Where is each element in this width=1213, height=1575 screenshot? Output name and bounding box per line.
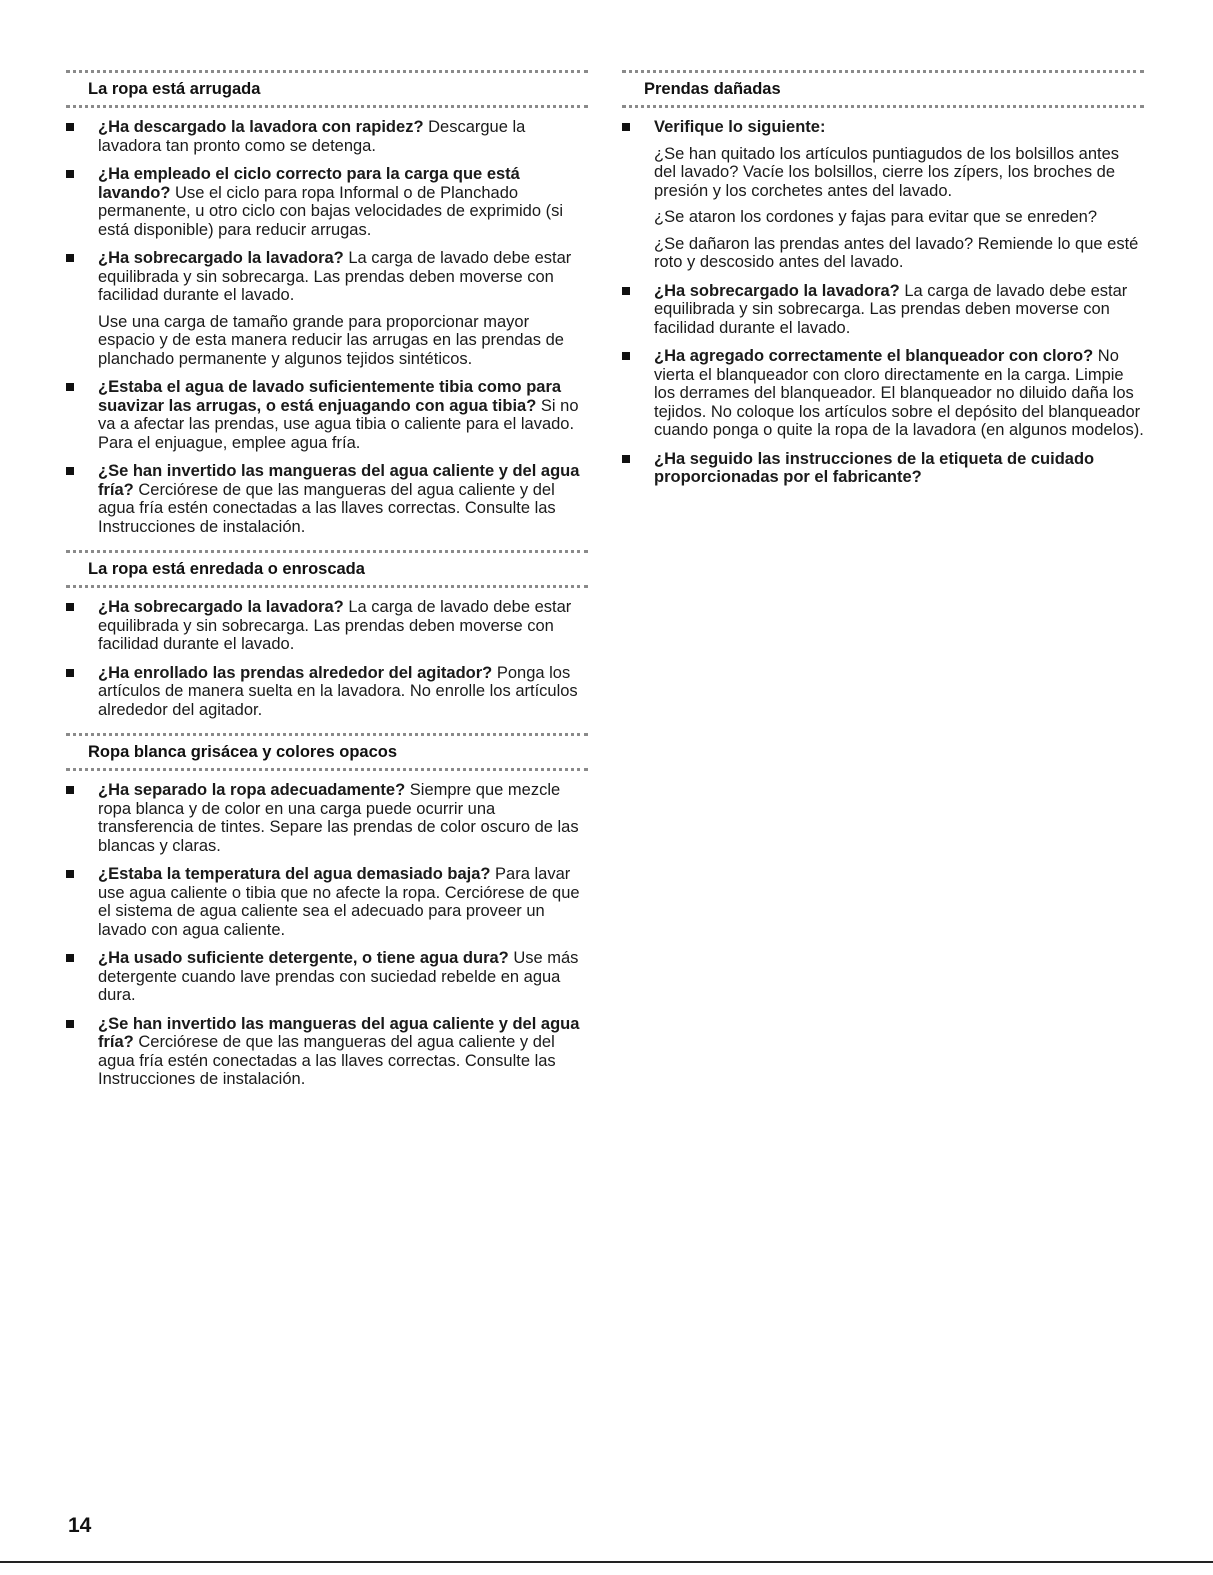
page-number: 14 — [68, 1514, 92, 1537]
list-item — [66, 462, 588, 536]
item-extra-paragraph: ¿Se han quitado los artículos puntiagudos de los bolsillos antes del lavado? Vacíe los bolsillos, cierre los zípers, los broches de presión y los corchetes antes del lavado. — [654, 144, 1120, 200]
list-item — [66, 664, 588, 720]
section-tangled — [66, 550, 588, 719]
list-item — [66, 118, 588, 155]
item-list — [66, 598, 588, 719]
bottom-rule — [0, 1561, 1213, 1563]
item-question: ¿Ha descargado la lavadora con rapidez? — [98, 118, 424, 136]
bullet-icon — [66, 954, 74, 962]
item-extra-paragraph: Use una carga de tamaño grande para proporcionar mayor espacio y de esta manera reducir las arrugas en las prendas de planchado permanente y algunos tejidos sintéticos. — [98, 312, 564, 368]
bullet-icon — [622, 287, 630, 295]
bullet-icon — [66, 383, 74, 391]
bullet-icon — [622, 352, 630, 360]
item-question: ¿Ha enrollado las prendas alrededor del agitador? — [98, 663, 493, 682]
section-title: Ropa blanca grisácea y colores opacos — [66, 733, 588, 771]
item-answer: Ponga los artículos de manera suelta en la lavadora. No enrolle los artículos alrededor del agitador. — [98, 663, 578, 719]
bullet-icon — [66, 669, 74, 677]
left-column — [66, 70, 588, 1103]
section-title: La ropa está arrugada — [66, 70, 588, 108]
item-question: ¿Estaba el agua de lavado suficientemente tibia como para suavizar las arrugas, o está enjuagando con agua tibia? — [98, 378, 562, 415]
item-question: ¿Ha seguido las instrucciones de la etiqueta de cuidado proporcionadas por el fabricante? — [654, 449, 1095, 486]
bullet-icon — [66, 603, 74, 611]
item-answer: Si no va a afectar las prendas, use agua tibia o caliente para el lavado. Para el enjuague, emplee agua fría. — [98, 396, 579, 452]
list-item — [66, 1015, 588, 1089]
item-question: ¿Ha usado suficiente detergente, o tiene agua dura? — [98, 949, 509, 967]
section-grayish-whites — [66, 733, 588, 1089]
section-title: Prendas dañadas — [622, 70, 1144, 108]
bullet-icon — [66, 1020, 74, 1028]
list-item — [66, 378, 588, 452]
list-item — [66, 249, 588, 368]
item-question: ¿Ha sobrecargado la lavadora? — [98, 249, 344, 267]
item-question: ¿Ha agregado correctamente el blanqueador con cloro? — [654, 347, 1094, 365]
item-answer: Para lavar use agua caliente o tibia que no afecte la ropa. Cerciórese de que el sistema de agua caliente sea el adecuado para proveer un lavado con agua caliente. — [98, 865, 580, 939]
bullet-icon — [66, 786, 74, 794]
list-item — [622, 450, 1144, 487]
item-answer: No vierta el blanqueador con cloro directamente en la carga. Limpie los derrames del blanqueador. El blanqueador no diluido daña los tejidos. No coloque los artículos sobre el depósito del blanqueador cuando ponga o quite la ropa de la lavadora (en algunos modelos). — [654, 347, 1144, 439]
item-question: ¿Ha empleado el ciclo correcto para la carga que está lavando? — [98, 165, 520, 202]
section-wrinkled — [66, 70, 588, 536]
item-list — [622, 118, 1144, 487]
list-item — [622, 118, 1144, 272]
item-list — [66, 118, 588, 536]
list-item — [66, 865, 588, 939]
bullet-icon — [66, 870, 74, 878]
item-answer: Siempre que mezcle ropa blanca y de color en una carga puede ocurrir una transferencia de tintes. Separe las prendas de color oscuro de las blancas y claras. — [98, 781, 579, 855]
item-answer: La carga de lavado debe estar equilibrada y sin sobrecarga. Las prendas deben moverse con facilidad durante el lavado. — [98, 598, 572, 653]
item-extra-paragraph: ¿Se ataron los cordones y fajas para evitar que se enreden? — [654, 208, 1098, 226]
bullet-icon — [66, 254, 74, 262]
bullet-icon — [66, 170, 74, 178]
item-question: ¿Se han invertido las mangueras del agua caliente y del agua fría? — [98, 1014, 580, 1051]
item-answer: Descargue la lavadora tan pronto como se detenga. — [98, 118, 526, 155]
item-question: ¿Ha sobrecargado la lavadora? — [654, 281, 900, 300]
item-answer: Cerciórese de que las mangueras del agua caliente y del agua fría estén conectadas a las llaves correctas. Consulte las Instrucciones de instalación. — [98, 480, 556, 536]
list-item — [622, 347, 1144, 440]
item-answer: Use más detergente cuando lave prendas con suciedad rebelde en agua dura. — [98, 949, 579, 1004]
right-column — [622, 70, 1144, 501]
list-item — [66, 598, 588, 654]
item-answer: Cerciórese de que las mangueras del agua caliente y del agua fría estén conectadas a las llaves correctas. Consulte las Instrucciones de instalación. — [98, 1033, 556, 1088]
section-title: La ropa está enredada o enroscada — [66, 550, 588, 588]
list-item — [66, 165, 588, 239]
list-item — [66, 949, 588, 1005]
bullet-icon — [622, 455, 630, 463]
list-item — [622, 282, 1144, 338]
item-question: ¿Ha sobrecargado la lavadora? — [98, 598, 344, 616]
item-answer: La carga de lavado debe estar equilibrada y sin sobrecarga. Las prendas deben moverse con facilidad durante el lavado. — [98, 249, 572, 304]
item-extra-paragraph: ¿Se dañaron las prendas antes del lavado? Remiende lo que esté roto y descosido antes del lavado. — [654, 234, 1139, 271]
item-answer: La carga de lavado debe estar equilibrada y sin sobrecarga. Las prendas deben moverse con facilidad durante el lavado. — [654, 281, 1128, 337]
bullet-icon — [622, 123, 630, 131]
section-damaged — [622, 70, 1144, 487]
item-question: Verifique lo siguiente: — [654, 118, 826, 136]
item-question: ¿Se han invertido las mangueras del agua caliente y del agua fría? — [98, 462, 580, 499]
list-item — [66, 781, 588, 855]
item-answer: Use el ciclo para ropa Informal o de Planchado permanente, u otro ciclo con bajas velocidades de exprimido (si está disponible) para reducir arrugas. — [98, 183, 563, 239]
bullet-icon — [66, 123, 74, 131]
item-list — [66, 781, 588, 1089]
item-question: ¿Ha separado la ropa adecuadamente? — [98, 781, 406, 799]
item-question: ¿Estaba la temperatura del agua demasiado baja? — [98, 865, 491, 883]
bullet-icon — [66, 467, 74, 475]
